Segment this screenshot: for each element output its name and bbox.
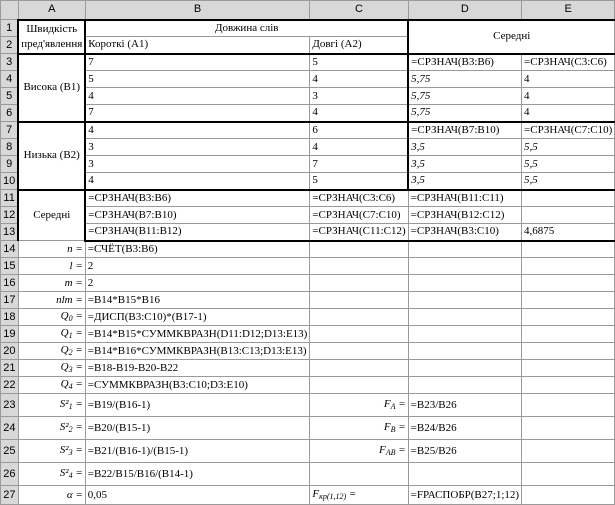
row-header-20[interactable]: 20 (1, 343, 19, 360)
label-s3[interactable]: $S^2_3$ = (18, 440, 85, 463)
cell-b27[interactable]: 0,05 (85, 486, 310, 505)
cell-e8[interactable]: 5,5 (522, 139, 615, 156)
cell-b4[interactable]: 5 (85, 71, 310, 88)
cell-e5[interactable]: 4 (522, 88, 615, 105)
cell-b7[interactable]: 4 (85, 122, 310, 139)
cell-c17[interactable] (310, 292, 408, 309)
cell-c9[interactable]: 7 (310, 156, 408, 173)
column-header-a[interactable]: A (18, 1, 85, 20)
row-header-11[interactable]: 11 (1, 190, 19, 207)
fcr-symbol: F (312, 488, 320, 500)
s1-subscript: 1 (68, 402, 73, 411)
row-header-2[interactable]: 2 (1, 37, 19, 54)
cell-b20[interactable]: =B14*B16*СУММКВРАЗН(B13:C13;D13:E13) (85, 343, 310, 360)
cell-b13[interactable]: =СРЗНАЧ(B11:B12) (85, 224, 310, 241)
row-header-10[interactable]: 10 (1, 173, 19, 190)
q0-symbol: Q (60, 310, 69, 322)
cell-e3[interactable]: =СРЗНАЧ(C3:C6) (522, 54, 615, 71)
cell-d19[interactable] (408, 326, 521, 343)
cell-d17[interactable] (408, 292, 521, 309)
cell-b19[interactable]: =B14*B15*СУММКВРАЗН(D11:D12;D13:E13) (85, 326, 310, 343)
row-header-18[interactable]: 18 (1, 309, 19, 326)
cell-b10[interactable]: 4 (85, 173, 310, 190)
fb-symbol: F (383, 421, 391, 433)
row-header-14[interactable]: 14 (1, 241, 19, 258)
group-averages-cell[interactable]: Середні (18, 190, 85, 241)
cell-b9[interactable]: 3 (85, 156, 310, 173)
cell-b12[interactable]: =СРЗНАЧ(B7:B10) (85, 207, 310, 224)
label-m[interactable]: m = (18, 275, 85, 292)
label-s1[interactable]: $S^2_1$ = (18, 394, 85, 417)
cell-b24[interactable]: =B20/(B15-1) (85, 417, 310, 440)
label-fcr[interactable]: $F_{кр(1,12)}$ = (310, 486, 408, 505)
cell-d7[interactable]: =СРЗНАЧ(B7:B10) (408, 122, 521, 139)
row-header-3[interactable]: 3 (1, 54, 19, 71)
cell-e14[interactable] (522, 241, 615, 258)
label-q3[interactable]: $Q_3$ = (18, 360, 85, 377)
fab-symbol: F (378, 444, 386, 456)
cell-d18[interactable] (408, 309, 521, 326)
s4-symbol: S² (59, 467, 69, 479)
q4-symbol: Q (60, 378, 69, 390)
cell-e15[interactable] (522, 258, 615, 275)
select-all-corner[interactable] (1, 1, 19, 20)
cell-b23[interactable]: =B19/(B16-1) (85, 394, 310, 417)
cell-e17[interactable] (522, 292, 615, 309)
cell-c8[interactable]: 4 (310, 139, 408, 156)
row-header-22[interactable]: 22 (1, 377, 19, 394)
cell-c15[interactable] (310, 258, 408, 275)
row-header-27[interactable]: 27 (1, 486, 19, 505)
fb-subscript: B (390, 425, 396, 434)
cell-b26[interactable]: =B22/B15/B16/(B14-1) (85, 463, 310, 486)
cell-d23[interactable]: =B23/B26 (408, 394, 521, 417)
cell-e7[interactable]: =СРЗНАЧ(C7:C10) (522, 122, 615, 139)
cell-c6[interactable]: 4 (310, 105, 408, 122)
label-q0[interactable]: $Q_0$ = (18, 309, 85, 326)
cell-e16[interactable] (522, 275, 615, 292)
row-header-25[interactable]: 25 (1, 440, 19, 463)
cell-b16[interactable]: 2 (85, 275, 310, 292)
label-q4[interactable]: $Q_4$ = (18, 377, 85, 394)
cell-e27[interactable] (522, 486, 615, 505)
fcr-subscript: кр(1,12) (319, 492, 347, 501)
label-s2[interactable]: $S^2_2$ = (18, 417, 85, 440)
cell-e26[interactable] (522, 463, 615, 486)
row-header-9[interactable]: 9 (1, 156, 19, 173)
q2-subscript: 2 (68, 348, 73, 357)
cell-d3[interactable]: =СРЗНАЧ(B3:B6) (408, 54, 521, 71)
q2-symbol: Q (60, 344, 69, 356)
q3-symbol: Q (60, 361, 69, 373)
row-header-23[interactable]: 23 (1, 394, 19, 417)
column-header-e[interactable]: E (522, 1, 615, 20)
cell-e23[interactable] (522, 394, 615, 417)
cell-b3[interactable]: 7 (85, 54, 310, 71)
row-header-7[interactable]: 7 (1, 122, 19, 139)
cell-d21[interactable] (408, 360, 521, 377)
row-header-1[interactable]: 1 (1, 20, 19, 37)
row-header-24[interactable]: 24 (1, 417, 19, 440)
cell-d12[interactable]: =СРЗНАЧ(B12:C12) (408, 207, 521, 224)
cell-e24[interactable] (522, 417, 615, 440)
cell-c12[interactable]: =СРЗНАЧ(C7:C10) (310, 207, 408, 224)
cell-e9[interactable]: 5,5 (522, 156, 615, 173)
cell-b5[interactable]: 4 (85, 88, 310, 105)
q1-symbol: Q (60, 327, 69, 339)
cell-c21[interactable] (310, 360, 408, 377)
cell-e11[interactable] (522, 190, 615, 207)
word-length-header-cell[interactable]: Довжина слів (85, 20, 408, 37)
cell-c4[interactable]: 4 (310, 71, 408, 88)
row-header-16[interactable]: 16 (1, 275, 19, 292)
cell-c7[interactable]: 6 (310, 122, 408, 139)
cell-b6[interactable]: 7 (85, 105, 310, 122)
cell-e4[interactable]: 4 (522, 71, 615, 88)
s3-symbol: S² (59, 444, 69, 456)
s1-symbol: S² (59, 398, 69, 410)
cell-d11[interactable]: =СРЗНАЧ(B11:C11) (408, 190, 521, 207)
row-header-15[interactable]: 15 (1, 258, 19, 275)
label-n[interactable]: n = (18, 241, 85, 258)
cell-c18[interactable] (310, 309, 408, 326)
cell-d13[interactable]: =СРЗНАЧ(B3:C10) (408, 224, 521, 241)
label-nlm[interactable]: nlm = (18, 292, 85, 309)
cell-d25[interactable]: =B25/B26 (408, 440, 521, 463)
group-high-cell[interactable]: Висока (В1) (18, 54, 85, 122)
column-header-b[interactable]: B (85, 1, 310, 20)
s2-subscript: 2 (68, 425, 73, 434)
q1-subscript: 1 (68, 331, 73, 340)
cell-e19[interactable] (522, 326, 615, 343)
cell-c19[interactable] (310, 326, 408, 343)
row-header-5[interactable]: 5 (1, 88, 19, 105)
cell-d4[interactable]: 5,75 (408, 71, 521, 88)
label-fa[interactable]: $F_A$ = (310, 394, 408, 417)
row-header-21[interactable]: 21 (1, 360, 19, 377)
q4-subscript: 4 (68, 382, 73, 391)
cell-e25[interactable] (522, 440, 615, 463)
row-header-8[interactable]: 8 (1, 139, 19, 156)
cell-b15[interactable]: 2 (85, 258, 310, 275)
label-q1[interactable]: $Q_1$ = (18, 326, 85, 343)
cell-d5[interactable]: 5,75 (408, 88, 521, 105)
cell-c14[interactable] (310, 241, 408, 258)
label-q2[interactable]: $Q_2$ = (18, 343, 85, 360)
cell-d26[interactable] (408, 463, 521, 486)
row-header-17[interactable]: 17 (1, 292, 19, 309)
label-alpha[interactable]: α = (18, 486, 85, 505)
column-header-d[interactable]: D (408, 1, 521, 20)
cell-e21[interactable] (522, 360, 615, 377)
label-s4[interactable]: $S^2_4$ = (18, 463, 85, 486)
cell-b8[interactable]: 3 (85, 139, 310, 156)
row-header-13[interactable]: 13 (1, 224, 19, 241)
cell-d22[interactable] (408, 377, 521, 394)
row-header-19[interactable]: 19 (1, 326, 19, 343)
group-low-cell[interactable]: Низька (В2) (18, 122, 85, 190)
cell-d14[interactable] (408, 241, 521, 258)
row-header-6[interactable]: 6 (1, 105, 19, 122)
cell-b25[interactable]: =B21/(B16-1)/(B15-1) (85, 440, 310, 463)
label-l[interactable]: l = (18, 258, 85, 275)
cell-b11[interactable]: =СРЗНАЧ(B3:B6) (85, 190, 310, 207)
q3-subscript: 3 (68, 365, 73, 374)
cell-e12[interactable] (522, 207, 615, 224)
cell-c22[interactable] (310, 377, 408, 394)
cell-c5[interactable]: 3 (310, 88, 408, 105)
cell-d15[interactable] (408, 258, 521, 275)
cell-c3[interactable]: 5 (310, 54, 408, 71)
cell-d20[interactable] (408, 343, 521, 360)
q0-subscript: 0 (68, 314, 73, 323)
s3-subscript: 3 (68, 448, 73, 457)
column-header-c[interactable]: C (310, 1, 408, 20)
cell-e6[interactable]: 4 (522, 105, 615, 122)
s4-subscript: 4 (68, 471, 73, 480)
cell-d9[interactable]: 3,5 (408, 156, 521, 173)
cell-d24[interactable]: =B24/B26 (408, 417, 521, 440)
averages-header-cell[interactable]: Середні (408, 20, 615, 54)
cell-d16[interactable] (408, 275, 521, 292)
speed-header-cell[interactable]: Швидкість пред'явлення (18, 20, 85, 54)
cell-c20[interactable] (310, 343, 408, 360)
cell-e20[interactable] (522, 343, 615, 360)
cell-b17[interactable]: =B14*B15*B16 (85, 292, 310, 309)
cell-d6[interactable]: 5,75 (408, 105, 521, 122)
row-header-12[interactable]: 12 (1, 207, 19, 224)
cell-b14[interactable]: =СЧЁТ(B3:B6) (85, 241, 310, 258)
cell-e13[interactable]: 4,6875 (522, 224, 615, 241)
fa-symbol: F (383, 398, 391, 410)
row-header-4[interactable]: 4 (1, 71, 19, 88)
cell-c26[interactable] (310, 463, 408, 486)
label-fab[interactable]: $F_{AB}$ = (310, 440, 408, 463)
cell-b18[interactable]: =ДИСП(B3:C10)*(B17-1) (85, 309, 310, 326)
cell-c16[interactable] (310, 275, 408, 292)
cell-c10[interactable]: 5 (310, 173, 408, 190)
s2-symbol: S² (59, 421, 69, 433)
cell-d27[interactable]: =FРАСПОБР(B27;1;12) (408, 486, 521, 505)
cell-e18[interactable] (522, 309, 615, 326)
cell-d10[interactable]: 3,5 (408, 173, 521, 190)
cell-e22[interactable] (522, 377, 615, 394)
label-fb[interactable]: $F_B$ = (310, 417, 408, 440)
cell-c11[interactable]: =СРЗНАЧ(C3:C6) (310, 190, 408, 207)
cell-b21[interactable]: =B18-B19-B20-B22 (85, 360, 310, 377)
cell-b22[interactable]: =СУММКВРАЗН(B3:C10;D3:E10) (85, 377, 310, 394)
short-header-cell[interactable]: Короткі (А1) (85, 37, 310, 54)
cell-d8[interactable]: 3,5 (408, 139, 521, 156)
cell-c13[interactable]: =СРЗНАЧ(C11:C12) (310, 224, 408, 241)
row-header-26[interactable]: 26 (1, 463, 19, 486)
fab-subscript: AB (385, 448, 396, 457)
cell-e10[interactable]: 5,5 (522, 173, 615, 190)
long-header-cell[interactable]: Довгі (А2) (310, 37, 408, 54)
fa-subscript: A (390, 402, 396, 411)
